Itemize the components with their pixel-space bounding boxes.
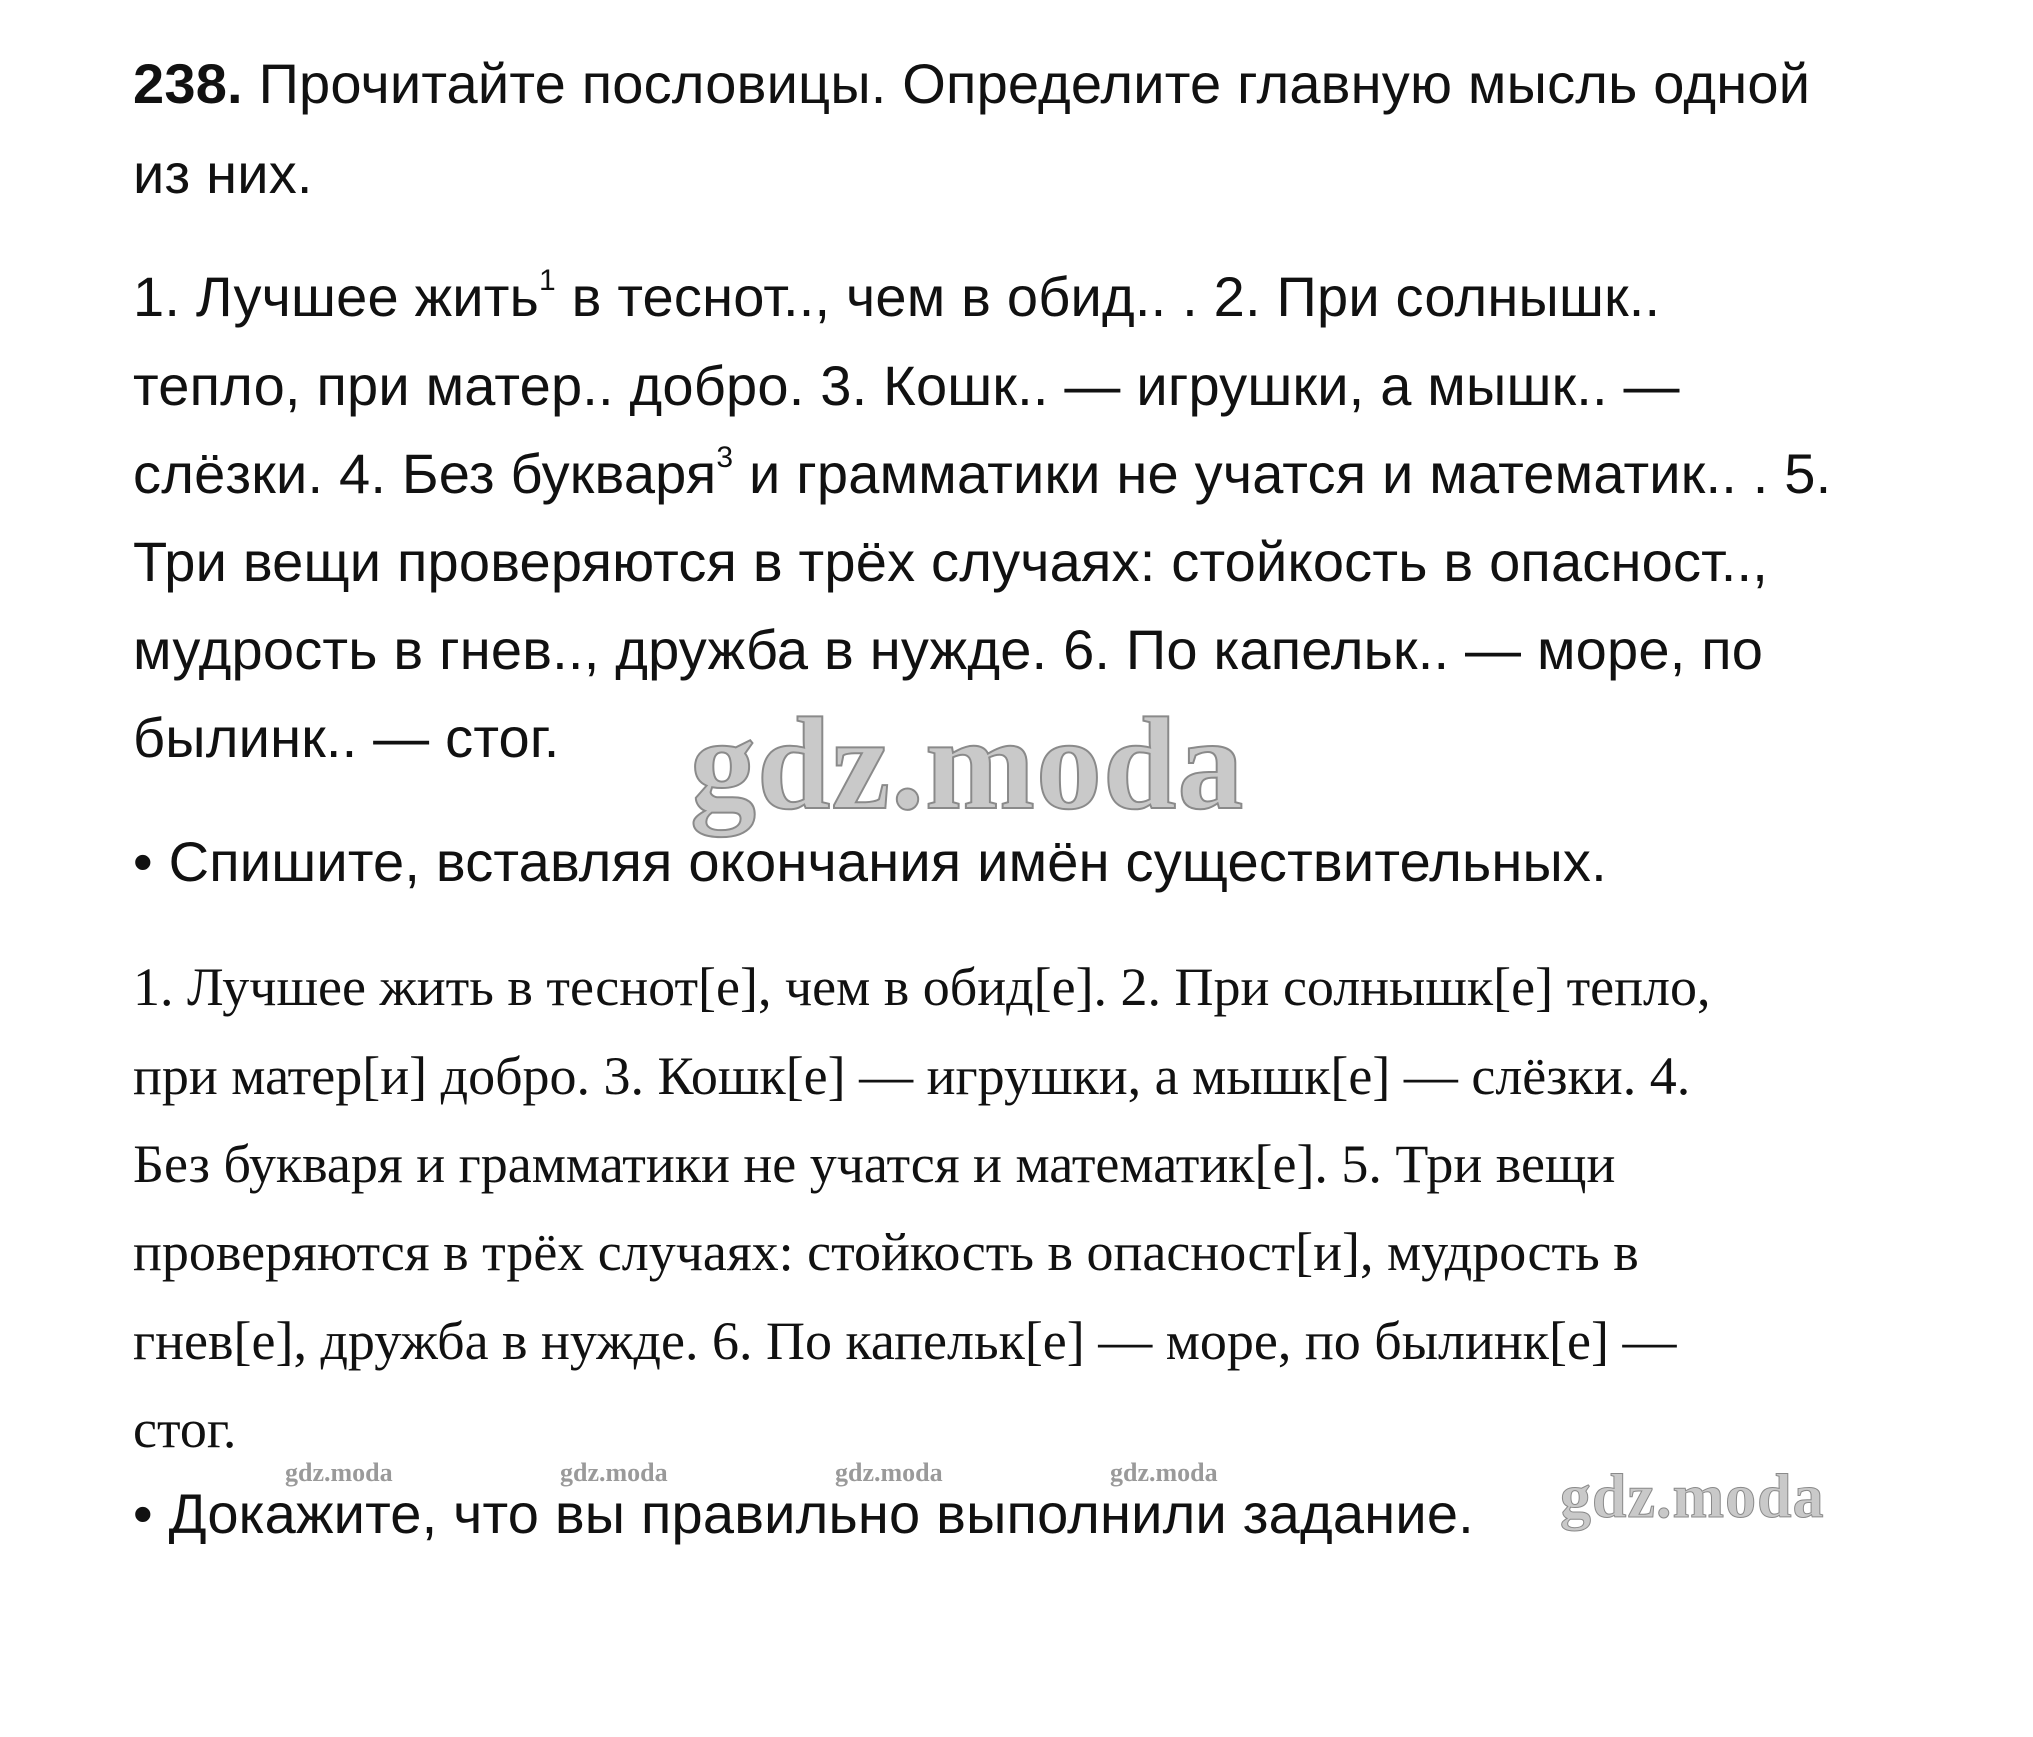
- proverbs-line-1: [133, 253, 1660, 341]
- answer-line-1: 1. Лучшее жить в теснот[е], чем в обид[е]. 2. При солнышк[е] тепло,: [133, 957, 1711, 1017]
- watermark-logo: gdz.moda: [690, 690, 1245, 837]
- answer-line-2: при матер[и] добро. 3. Кошк[е] — игрушки, а мышк[е] — слёзки. 4.: [133, 1046, 1691, 1106]
- answer-line-6: стог.: [133, 1399, 237, 1459]
- footnote-mark: 3: [716, 441, 734, 475]
- task-heading-line-1: [133, 40, 1810, 128]
- answer-line-4: проверяются в трёх случаях: стойкость в опасност[и], мудрость в: [133, 1222, 1639, 1282]
- answer-line-3: Без букваря и грамматики не учатся и математик[е]. 5. Три вещи: [133, 1134, 1616, 1194]
- answer-line-5: гнев[е], дружба в нужде. 6. По капельк[е] — море, по былинк[е] —: [133, 1311, 1677, 1371]
- watermark-small: gdz.moda: [285, 1458, 393, 1487]
- watermark-small: gdz.moda: [1110, 1458, 1218, 1487]
- instruction-rewrite: • Спишите, вставляя окончания имён существительных.: [133, 830, 1607, 893]
- watermark-small: gdz.moda: [835, 1458, 943, 1487]
- proverbs-text: слёзки. 4. Без букваря: [133, 442, 717, 505]
- proverbs-line-2: тепло, при матер.. добро. 3. Кошк.. — игрушки, а мышк.. —: [133, 354, 1680, 417]
- proverbs-line-3: [133, 430, 1831, 518]
- proverbs-line-6: былинк.. — стог.: [133, 706, 560, 769]
- proverbs-line-5: мудрость в гнев.., дружба в нужде. 6. По капельк.. — море, по: [133, 618, 1764, 681]
- proverbs-text: и грамматики не учатся и математик.. . 5.: [733, 442, 1832, 505]
- footnote-mark: 1: [538, 264, 556, 298]
- proverbs-text: в теснот.., чем в обид.. . 2. При солнышк..: [555, 265, 1661, 328]
- instruction-prove: • Докажите, что вы правильно выполнили задание.: [133, 1482, 1474, 1545]
- task-heading-line-2: из них.: [133, 142, 313, 205]
- task-number: 238.: [133, 52, 243, 115]
- watermark-small: gdz.moda: [560, 1458, 668, 1487]
- task-title: Прочитайте пословицы. Определите главную мысль одной: [258, 52, 1811, 115]
- proverbs-line-4: Три вещи проверяются в трёх случаях: стойкость в опасност..,: [133, 530, 1769, 593]
- proverbs-text: 1. Лучшее жить: [133, 265, 539, 328]
- watermark-logo: gdz.moda: [1560, 1463, 1825, 1531]
